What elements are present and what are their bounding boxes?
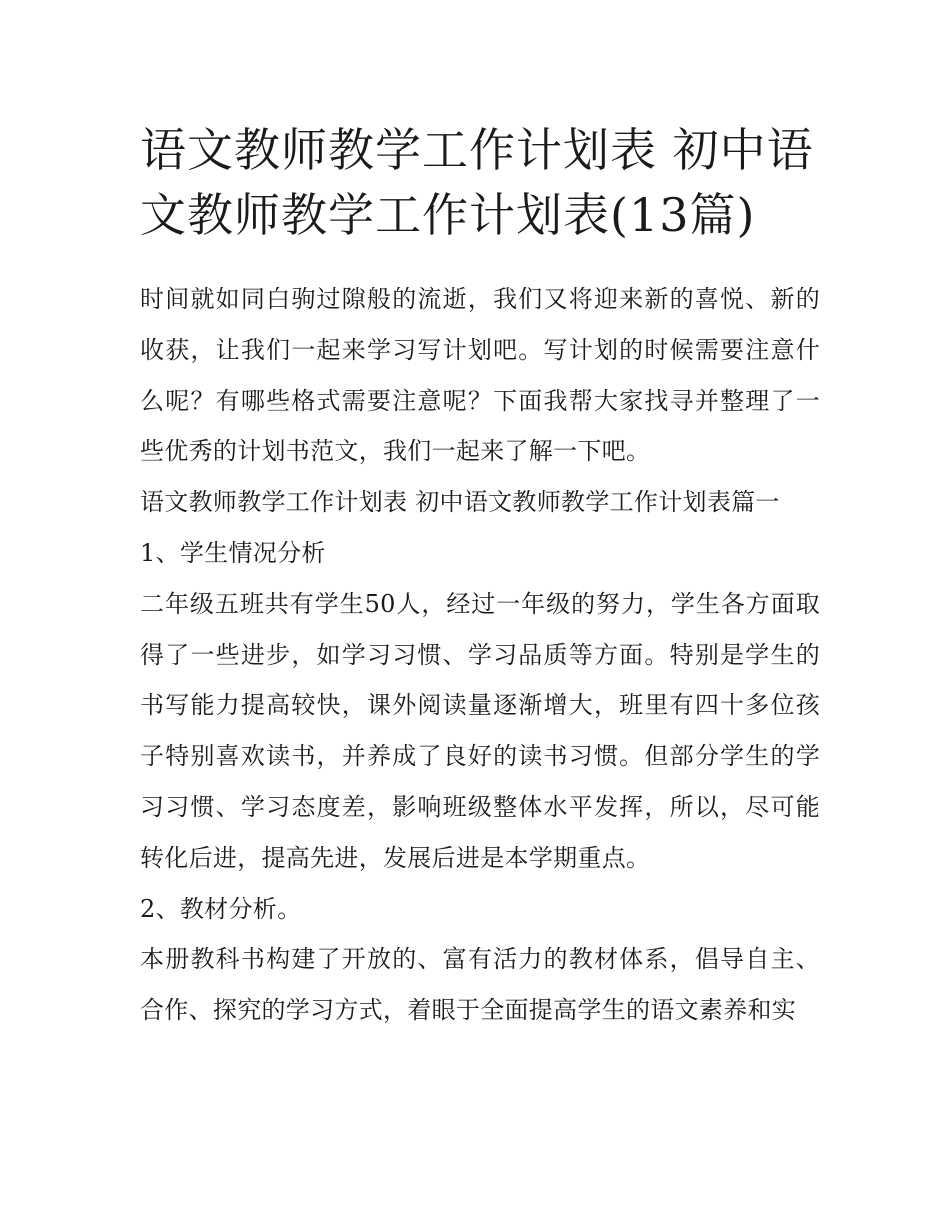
- document-page: [140, 118, 820, 1036]
- textbook-analysis-paragraph: 本册教科书构建了开放的、富有活力的教材体系，倡导自主、合作、探究的学习方式，着眼于全面提高学生的语文素养和实: [140, 945, 820, 1025]
- section-heading: 语文教师教学工作计划表 初中语文教师教学工作计划表篇一: [140, 488, 780, 517]
- subsection-heading-student-analysis: 1、学生情况分析: [140, 538, 326, 567]
- document-title: 语文教师教学工作计划表 初中语文教师教学工作计划表(13篇): [140, 123, 814, 242]
- intro-paragraph: 时间就如同白驹过隙般的流逝，我们又将迎来新的喜悦、新的收获，让我们一起来学习写计划吧。写计划的时候需要注意什么呢？有哪些格式需要注意呢？下面我帮大家找寻并整理了一些优秀的计划书范文，我们一起来了解一下吧。: [140, 285, 820, 466]
- student-analysis-paragraph: 二年级五班共有学生50人，经过一年级的努力，学生各方面取得了一些进步，如学习习惯、学习品质等方面。特别是学生的书写能力提高较快，课外阅读量逐渐增大，班里有四十多位孩子特别喜欢读书，并养成了良好的读书习惯。但部分学生的学习习惯、学习态度差，影响班级整体水平发挥，所以，尽可能转化后进，提高先进，发展后进是本学期重点。: [140, 589, 820, 872]
- subsection-heading-textbook-analysis: 2、教材分析。: [140, 894, 302, 923]
